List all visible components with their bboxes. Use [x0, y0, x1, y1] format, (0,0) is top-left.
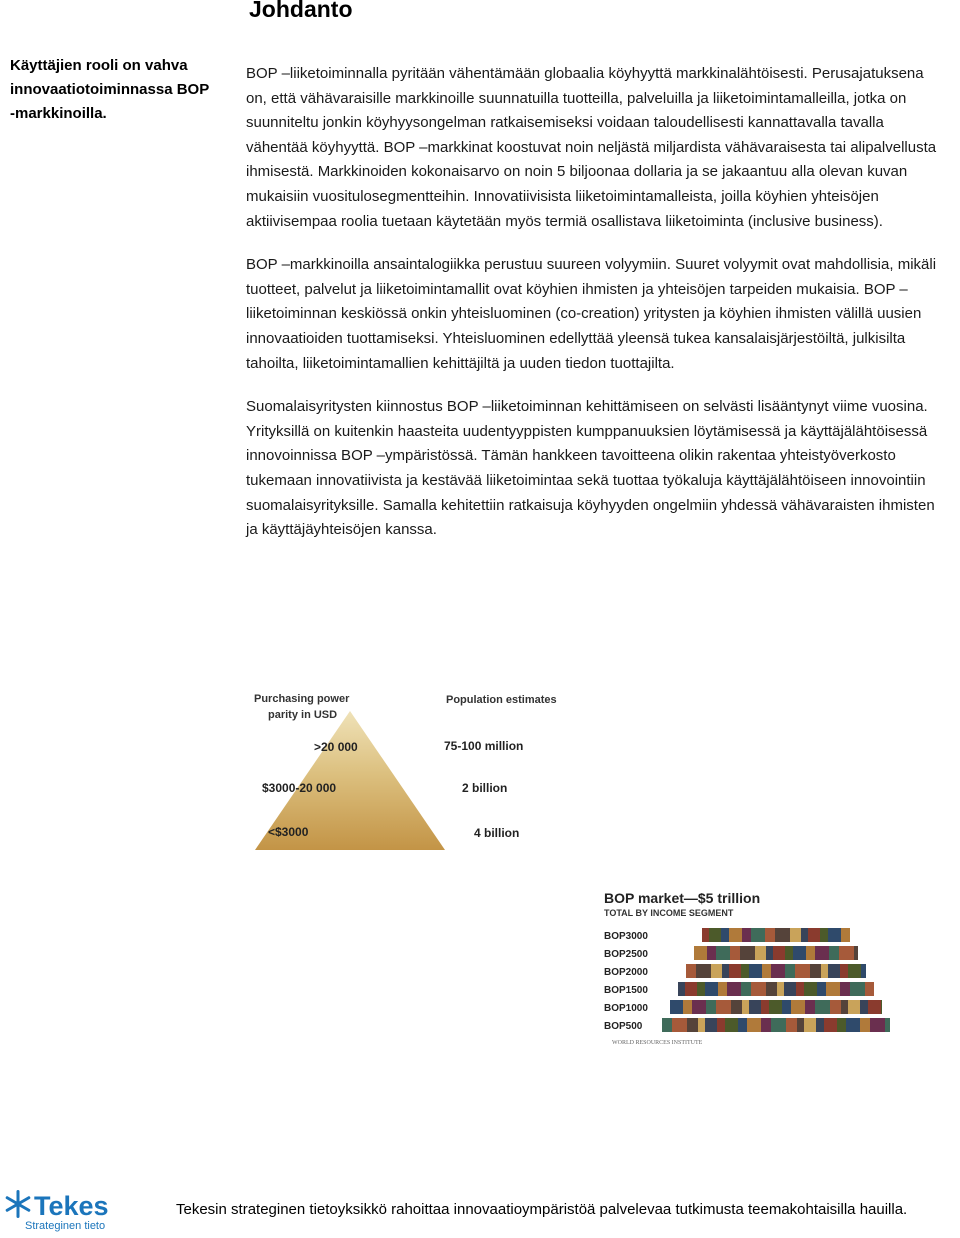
- paragraph-2: BOP –markkinoilla ansaintalogiikka perustuu suureen volyymiin. Suuret volyymit ovat mahdollisia, mikäli tuotteet, palvelut ja liiketoimintamallit ovat köyhien ihmisten ja yhteisöjen tarpeiden mukaisia. BOP –liiketoiminnan keskiössä onkin yhteisluominen (co-creation) yritysten ja köyhien ihmisten välillä uusien innovaatioiden tuottamiseksi. Yhteisluominen edellyttää yleensä tukea kansalaisjärjestöiltä, julkisilta tahoilta, liiketoimintamallien kehittäjiltä ja uuden tiedon tuottajilta.: [246, 256, 937, 372]
- income-tier-3: <$3000: [268, 825, 309, 839]
- paragraph-3: Suomalaisyritysten kiinnostus BOP –liiketoiminnan kehittämiseen on selvästi lisääntynyt viime vuosina. Yrityksillä on kuitenkin haasteita uudentyyppisten kumppanuuksien löytämisessä ja käyttäjälähtöisessä innovoinnissa BOP –ympäristössä. Tämän hankkeen tavoitteena olikin rakentaa yhteistyöverkosto tukemaan innovatiivista ja kestävää liiketoimintaa sekä tuottaa työkaluja käyttäjälähtöiseen innovointiin suomalaisyrityksille. Samalla kehitettiin ratkaisuja köyhyyden ongelmiin yhdessä vähävaraisten ihmisten ja käyttäjäyhteisöjen kanssa.: [246, 398, 935, 539]
- paragraph-1: BOP –liiketoiminnalla pyritään vähentämään globaalia köyhyyttä markkinalähtöisesti. Perusajatuksena on, että vähävaraisille markkinoille suunnatuilla tuotteilla, palveluilla ja liiketoimintamalleilla, jotka on suunniteltu jonkin köyhyysongelman ratkaisemiseksi voidaan taloudellisesti kannattavalla tavalla vähentää köyhyyttä. BOP –markkinat koostuvat noin neljästä miljardista vähävaraisesta tai alipalvellusta ihmisestä. Markkinoiden kokonaisarvo on noin 5 biljoonaa dollaria ja se jakaantuu alla olevan kuvan mukaisiin vuositulosegmentteihin. Innovatiivisista liiketoimintamalleista, joilla köyhien yhteisöjen aktiivisempaa roolia tuetaan käytetään myös termiä osallistava liiketoiminta (inclusive business).: [246, 65, 937, 230]
- income-tier-1: >20 000: [314, 740, 358, 754]
- pyramid-left-header: Purchasing power parity in USD: [254, 693, 350, 721]
- tekes-star-icon: [5, 1190, 31, 1218]
- tekes-logo-tagline: Strateginen tieto: [25, 1220, 106, 1232]
- bop-segment-label: BOP1000: [604, 1003, 648, 1014]
- main-text: [246, 62, 946, 562]
- pyramid-figure: [240, 685, 580, 860]
- bop-segment-photo-strip: [702, 928, 850, 942]
- population-tier-2: 2 billion: [462, 781, 508, 795]
- page-title: Johdanto: [249, 0, 353, 22]
- bop-segment-label: BOP2000: [604, 967, 648, 978]
- bop-segment-photo-strip: [694, 946, 858, 960]
- bop-segment-photo-strip: [678, 982, 874, 996]
- bop-segment-label: BOP2500: [604, 949, 648, 960]
- bop-segment-label: BOP500: [604, 1021, 643, 1032]
- income-tier-2: $3000-20 000: [262, 781, 337, 795]
- bop-market-title: BOP market—$5 trillion: [604, 890, 761, 906]
- side-note: Käyttäjien rooli on vahva innovaatiotoiminnassa BOP -markkinoilla.: [10, 57, 209, 122]
- population-tier-3: 4 billion: [474, 826, 520, 840]
- tekes-logo-name: Tekes: [34, 1191, 109, 1221]
- bop-segment-photo-strip: [670, 1000, 882, 1014]
- bop-segment-label: BOP1500: [604, 985, 648, 996]
- bop-credit: WORLD RESOURCES INSTITUTE: [612, 1040, 703, 1046]
- bop-segment-photo-strip: [686, 964, 866, 978]
- population-tier-1: 75-100 million: [444, 739, 524, 753]
- bop-market-subtitle: TOTAL BY INCOME SEGMENT: [604, 908, 734, 918]
- footer-text: Tekesin strateginen tietoyksikkö rahoittaa innovaatioympäristöä palvelevaa tutkimusta teemakohtaisilla hauilla.: [176, 1201, 908, 1218]
- tekes-logo: [4, 1188, 134, 1233]
- bop-segment-photo-strip: [662, 1018, 890, 1032]
- bop-market-figure: [590, 884, 960, 1054]
- pyramid-right-header: Population estimates: [446, 694, 557, 706]
- bop-segment-label: BOP3000: [604, 931, 648, 942]
